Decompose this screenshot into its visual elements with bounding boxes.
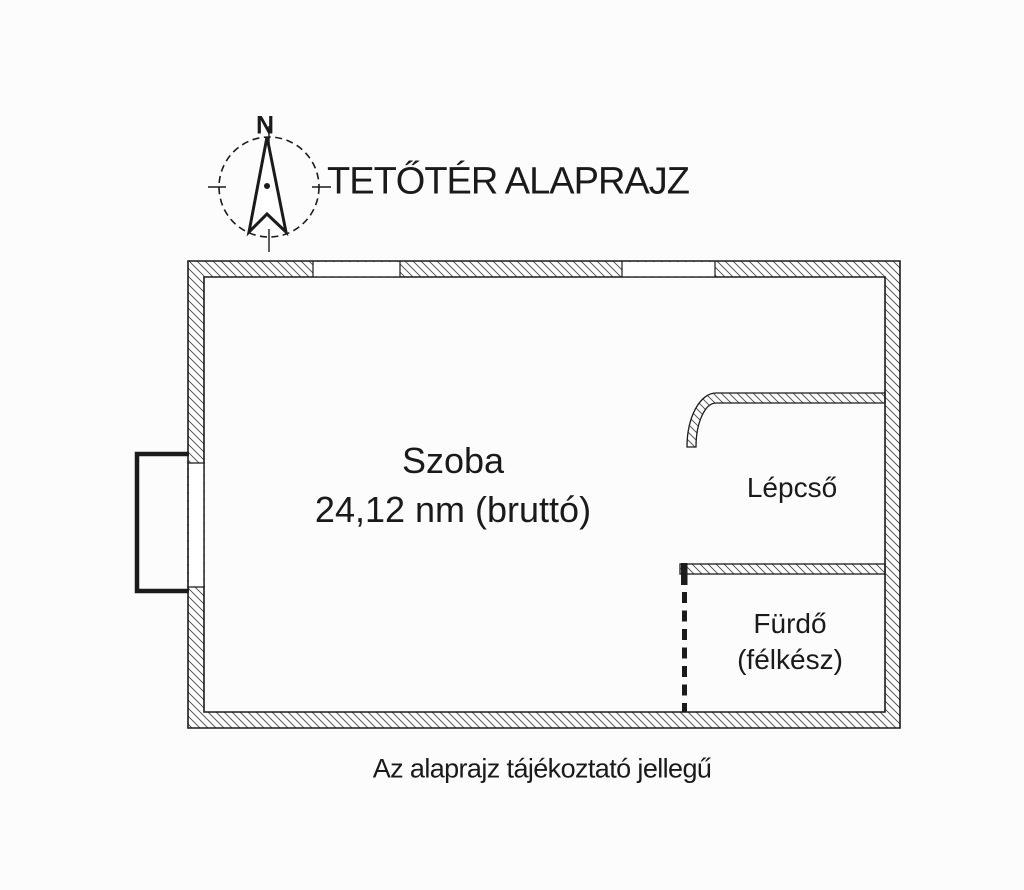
room-label-szoba [315,436,591,534]
room-name-furdo: Fürdő [753,608,827,639]
window-opening-1 [313,261,400,278]
stairs-wall [687,393,885,447]
page-title: TETŐTÉR ALAPRAJZ [327,160,689,203]
room-label-furdo [737,606,843,678]
room-label-lepcso: Lépcső [746,472,838,503]
room-status-furdo: (félkész) [737,644,843,675]
footer-note: Az alaprajz tájékoztató jellegű [372,753,712,784]
bathroom-wall-endcap [681,563,688,585]
compass-north-label: N [255,111,275,140]
window-opening-2 [622,261,715,278]
bathroom-wall [680,564,885,574]
balcony-door-opening [187,463,205,587]
compass-rose-icon [208,126,331,252]
room-area-szoba: 24,12 nm (bruttó) [314,489,592,530]
balcony [137,454,189,591]
compass-center-dot [264,183,270,189]
room-name-szoba: Szoba [401,440,505,481]
